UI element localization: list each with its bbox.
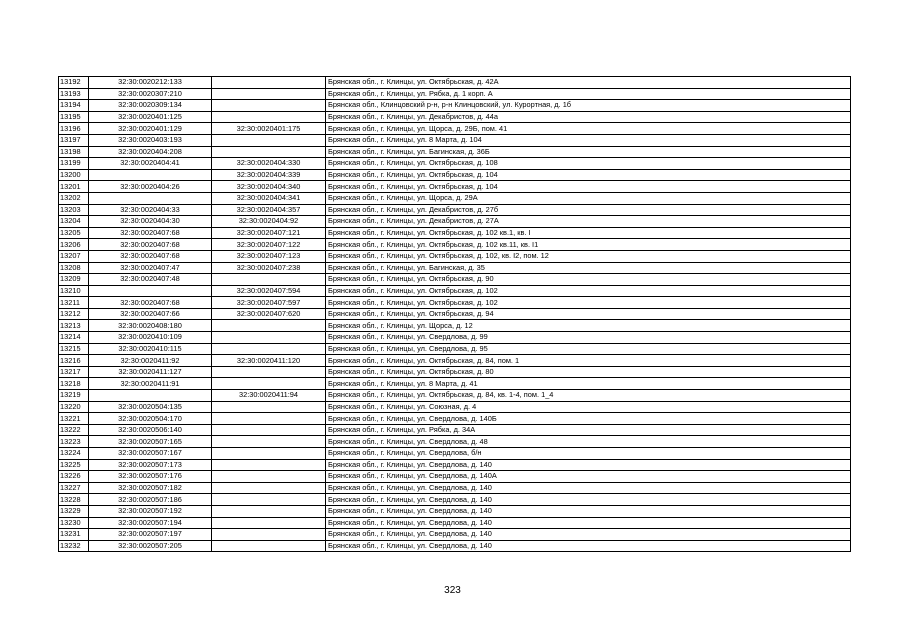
related-cadastral-number-cell — [212, 77, 326, 89]
table-row — [59, 505, 851, 517]
cadastral-number-cell: 32:30:0020504:135 — [89, 401, 212, 413]
table-row — [59, 146, 851, 158]
row-number-cell: 13215 — [59, 343, 89, 355]
row-number-cell: 13210 — [59, 285, 89, 297]
row-number-cell: 13232 — [59, 540, 89, 552]
related-cadastral-number-cell: 32:30:0020411:120 — [212, 355, 326, 367]
cadastral-number-cell: 32:30:0020507:182 — [89, 482, 212, 494]
address-cell: Брянская обл., г. Клинцы, ул. Октябрьская, д. 102 — [326, 297, 851, 309]
address-cell: Брянская обл., г. Клинцы, ул. Свердлова, д. 140 — [326, 517, 851, 529]
address-cell: Брянская обл., Клинцовский р-н, р-н Клинцовский, ул. Курортная, д. 1б — [326, 100, 851, 112]
related-cadastral-number-cell — [212, 471, 326, 483]
cadastral-number-cell: 32:30:0020212:133 — [89, 77, 212, 89]
cadastral-number-cell: 32:30:0020407:68 — [89, 250, 212, 262]
table-row — [59, 274, 851, 286]
related-cadastral-number-cell — [212, 88, 326, 100]
related-cadastral-number-cell — [212, 111, 326, 123]
row-number-cell: 13227 — [59, 482, 89, 494]
row-number-cell: 13202 — [59, 192, 89, 204]
table-row — [59, 448, 851, 460]
address-cell: Брянская обл., г. Клинцы, ул. Октябрьская, д. 80 — [326, 366, 851, 378]
related-cadastral-number-cell — [212, 100, 326, 112]
row-number-cell: 13204 — [59, 216, 89, 228]
row-number-cell: 13206 — [59, 239, 89, 251]
address-cell: Брянская обл., г. Клинцы, ул. Багинская, д. 36Б — [326, 146, 851, 158]
address-cell: Брянская обл., г. Клинцы, ул. Октябрьская, д. 94 — [326, 308, 851, 320]
row-number-cell: 13194 — [59, 100, 89, 112]
address-cell: Брянская обл., г. Клинцы, ул. Свердлова, д. 140Б — [326, 413, 851, 425]
cadastral-number-cell — [89, 192, 212, 204]
related-cadastral-number-cell: 32:30:0020404:340 — [212, 181, 326, 193]
related-cadastral-number-cell — [212, 332, 326, 344]
cadastral-number-cell: 32:30:0020404:33 — [89, 204, 212, 216]
table-row — [59, 494, 851, 506]
address-cell: Брянская обл., г. Клинцы, ул. Октябрьская, д. 102 — [326, 285, 851, 297]
address-cell: Брянская обл., г. Клинцы, ул. Союзная, д. 4 — [326, 401, 851, 413]
related-cadastral-number-cell: 32:30:0020407:122 — [212, 239, 326, 251]
table-row — [59, 320, 851, 332]
address-cell: Брянская обл., г. Клинцы, ул. Октябрьская, д. 84, кв. 1-4, пом. 1_4 — [326, 390, 851, 402]
related-cadastral-number-cell: 32:30:0020404:330 — [212, 158, 326, 170]
row-number-cell: 13225 — [59, 459, 89, 471]
row-number-cell: 13217 — [59, 366, 89, 378]
address-cell: Брянская обл., г. Клинцы, ул. Октябрьская, д. 104 — [326, 181, 851, 193]
cadastral-number-cell — [89, 285, 212, 297]
related-cadastral-number-cell — [212, 134, 326, 146]
row-number-cell: 13220 — [59, 401, 89, 413]
address-cell: Брянская обл., г. Клинцы, ул. Октябрьская, д. 104 — [326, 169, 851, 181]
address-cell: Брянская обл., г. Клинцы, ул. Свердлова, д. 95 — [326, 343, 851, 355]
row-number-cell: 13228 — [59, 494, 89, 506]
address-cell: Брянская обл., г. Клинцы, ул. Свердлова, д. 140 — [326, 540, 851, 552]
cadastral-number-cell: 32:30:0020403:193 — [89, 134, 212, 146]
related-cadastral-number-cell — [212, 505, 326, 517]
table-row — [59, 332, 851, 344]
table-row — [59, 123, 851, 135]
table-row — [59, 459, 851, 471]
related-cadastral-number-cell — [212, 146, 326, 158]
table-row — [59, 111, 851, 123]
related-cadastral-number-cell: 32:30:0020407:121 — [212, 227, 326, 239]
cadastral-number-cell — [89, 169, 212, 181]
row-number-cell: 13199 — [59, 158, 89, 170]
related-cadastral-number-cell: 32:30:0020404:92 — [212, 216, 326, 228]
related-cadastral-number-cell — [212, 482, 326, 494]
cadastral-number-cell: 32:30:0020507:197 — [89, 529, 212, 541]
related-cadastral-number-cell — [212, 366, 326, 378]
address-cell: Брянская обл., г. Клинцы, ул. Октябрьская, д. 102 кв.11, кв. I1 — [326, 239, 851, 251]
row-number-cell: 13195 — [59, 111, 89, 123]
cadastral-number-cell: 32:30:0020404:26 — [89, 181, 212, 193]
registry-table-body — [59, 77, 851, 552]
table-row — [59, 355, 851, 367]
table-row — [59, 216, 851, 228]
registry-table — [58, 76, 851, 552]
row-number-cell: 13223 — [59, 436, 89, 448]
row-number-cell: 13214 — [59, 332, 89, 344]
cadastral-number-cell — [89, 390, 212, 402]
table-row — [59, 204, 851, 216]
address-cell: Брянская обл., г. Клинцы, ул. Декабристов, д. 27б — [326, 204, 851, 216]
related-cadastral-number-cell — [212, 401, 326, 413]
related-cadastral-number-cell — [212, 320, 326, 332]
address-cell: Брянская обл., г. Клинцы, ул. Багинская, д. 35 — [326, 262, 851, 274]
address-cell: Брянская обл., г. Клинцы, ул. Октябрьская, д. 84, пом. 1 — [326, 355, 851, 367]
row-number-cell: 13218 — [59, 378, 89, 390]
address-cell: Брянская обл., г. Клинцы, ул. Октябрьская, д. 42А — [326, 77, 851, 89]
cadastral-number-cell: 32:30:0020407:48 — [89, 274, 212, 286]
related-cadastral-number-cell — [212, 448, 326, 460]
table-row — [59, 482, 851, 494]
address-cell: Брянская обл., г. Клинцы, ул. Свердлова, д. 140 — [326, 494, 851, 506]
table-row — [59, 308, 851, 320]
row-number-cell: 13205 — [59, 227, 89, 239]
cadastral-number-cell: 32:30:0020407:47 — [89, 262, 212, 274]
table-row — [59, 262, 851, 274]
cadastral-number-cell: 32:30:0020410:115 — [89, 343, 212, 355]
row-number-cell: 13211 — [59, 297, 89, 309]
row-number-cell: 13226 — [59, 471, 89, 483]
address-cell: Брянская обл., г. Клинцы, ул. Щорса, д. 12 — [326, 320, 851, 332]
table-row — [59, 471, 851, 483]
address-cell: Брянская обл., г. Клинцы, ул. Щорса, д. 29А — [326, 192, 851, 204]
table-row — [59, 366, 851, 378]
table-row — [59, 227, 851, 239]
related-cadastral-number-cell — [212, 413, 326, 425]
row-number-cell: 13216 — [59, 355, 89, 367]
address-cell: Брянская обл., г. Клинцы, ул. Рябка, д. 1 корп. А — [326, 88, 851, 100]
cadastral-number-cell: 32:30:0020408:180 — [89, 320, 212, 332]
related-cadastral-number-cell — [212, 517, 326, 529]
related-cadastral-number-cell: 32:30:0020407:620 — [212, 308, 326, 320]
row-number-cell: 13212 — [59, 308, 89, 320]
cadastral-number-cell: 32:30:0020407:68 — [89, 239, 212, 251]
cadastral-number-cell: 32:30:0020404:208 — [89, 146, 212, 158]
row-number-cell: 13196 — [59, 123, 89, 135]
row-number-cell: 13207 — [59, 250, 89, 262]
cadastral-number-cell: 32:30:0020507:186 — [89, 494, 212, 506]
row-number-cell: 13197 — [59, 134, 89, 146]
row-number-cell: 13200 — [59, 169, 89, 181]
related-cadastral-number-cell: 32:30:0020404:339 — [212, 169, 326, 181]
table-row — [59, 181, 851, 193]
table-row — [59, 517, 851, 529]
cadastral-number-cell: 32:30:0020507:192 — [89, 505, 212, 517]
table-row — [59, 529, 851, 541]
address-cell: Брянская обл., г. Клинцы, ул. Свердлова, д. 99 — [326, 332, 851, 344]
address-cell: Брянская обл., г. Клинцы, ул. Свердлова, д. 140 — [326, 529, 851, 541]
table-row — [59, 134, 851, 146]
row-number-cell: 13209 — [59, 274, 89, 286]
row-number-cell: 13198 — [59, 146, 89, 158]
address-cell: Брянская обл., г. Клинцы, ул. Щорса, д. 29Б, пом. 41 — [326, 123, 851, 135]
row-number-cell: 13219 — [59, 390, 89, 402]
row-number-cell: 13221 — [59, 413, 89, 425]
row-number-cell: 13231 — [59, 529, 89, 541]
row-number-cell: 13213 — [59, 320, 89, 332]
address-cell: Брянская обл., г. Клинцы, ул. Рябка, д. 34А — [326, 424, 851, 436]
related-cadastral-number-cell: 32:30:0020404:357 — [212, 204, 326, 216]
address-cell: Брянская обл., г. Клинцы, ул. Октябрьская, д. 102 кв.1, кв. I — [326, 227, 851, 239]
address-cell: Брянская обл., г. Клинцы, ул. Октябрьская, д. 102, кв. I2, пом. 12 — [326, 250, 851, 262]
table-row — [59, 297, 851, 309]
related-cadastral-number-cell: 32:30:0020411:94 — [212, 390, 326, 402]
table-row — [59, 158, 851, 170]
cadastral-number-cell: 32:30:0020410:109 — [89, 332, 212, 344]
related-cadastral-number-cell — [212, 274, 326, 286]
related-cadastral-number-cell — [212, 529, 326, 541]
row-number-cell: 13230 — [59, 517, 89, 529]
cadastral-number-cell: 32:30:0020404:30 — [89, 216, 212, 228]
related-cadastral-number-cell: 32:30:0020407:123 — [212, 250, 326, 262]
cadastral-number-cell: 32:30:0020411:91 — [89, 378, 212, 390]
address-cell: Брянская обл., г. Клинцы, ул. Свердлова, д. 48 — [326, 436, 851, 448]
related-cadastral-number-cell — [212, 424, 326, 436]
cadastral-number-cell: 32:30:0020411:127 — [89, 366, 212, 378]
row-number-cell: 13193 — [59, 88, 89, 100]
table-row — [59, 100, 851, 112]
cadastral-number-cell: 32:30:0020504:170 — [89, 413, 212, 425]
address-cell: Брянская обл., г. Клинцы, ул. Свердлова, б/н — [326, 448, 851, 460]
address-cell: Брянская обл., г. Клинцы, ул. Свердлова, д. 140 — [326, 482, 851, 494]
table-row — [59, 401, 851, 413]
cadastral-number-cell: 32:30:0020407:66 — [89, 308, 212, 320]
row-number-cell: 13201 — [59, 181, 89, 193]
cadastral-number-cell: 32:30:0020411:92 — [89, 355, 212, 367]
address-cell: Брянская обл., г. Клинцы, ул. Декабристов, д. 27А — [326, 216, 851, 228]
table-row — [59, 192, 851, 204]
row-number-cell: 13229 — [59, 505, 89, 517]
row-number-cell: 13203 — [59, 204, 89, 216]
table-row — [59, 239, 851, 251]
cadastral-number-cell: 32:30:0020507:165 — [89, 436, 212, 448]
cadastral-number-cell: 32:30:0020309:134 — [89, 100, 212, 112]
cadastral-number-cell: 32:30:0020401:129 — [89, 123, 212, 135]
table-row — [59, 378, 851, 390]
address-cell: Брянская обл., г. Клинцы, ул. 8 Марта, д. 41 — [326, 378, 851, 390]
address-cell: Брянская обл., г. Клинцы, ул. Свердлова, д. 140 — [326, 505, 851, 517]
row-number-cell: 13224 — [59, 448, 89, 460]
address-cell: Брянская обл., г. Клинцы, ул. Свердлова, д. 140 — [326, 459, 851, 471]
related-cadastral-number-cell — [212, 378, 326, 390]
table-row — [59, 343, 851, 355]
address-cell: Брянская обл., г. Клинцы, ул. Декабристов, д. 44а — [326, 111, 851, 123]
cadastral-number-cell: 32:30:0020307:210 — [89, 88, 212, 100]
related-cadastral-number-cell — [212, 540, 326, 552]
table-row — [59, 436, 851, 448]
address-cell: Брянская обл., г. Клинцы, ул. Октябрьская, д. 90 — [326, 274, 851, 286]
row-number-cell: 13192 — [59, 77, 89, 89]
related-cadastral-number-cell: 32:30:0020407:597 — [212, 297, 326, 309]
table-row — [59, 540, 851, 552]
related-cadastral-number-cell: 32:30:0020407:238 — [212, 262, 326, 274]
cadastral-number-cell: 32:30:0020507:173 — [89, 459, 212, 471]
table-row — [59, 77, 851, 89]
table-row — [59, 88, 851, 100]
address-cell: Брянская обл., г. Клинцы, ул. Свердлова, д. 140А — [326, 471, 851, 483]
table-row — [59, 169, 851, 181]
related-cadastral-number-cell — [212, 436, 326, 448]
cadastral-number-cell: 32:30:0020507:176 — [89, 471, 212, 483]
table-row — [59, 285, 851, 297]
address-cell: Брянская обл., г. Клинцы, ул. Октябрьская, д. 108 — [326, 158, 851, 170]
cadastral-number-cell: 32:30:0020401:125 — [89, 111, 212, 123]
address-cell: Брянская обл., г. Клинцы, ул. 8 Марта, д. 104 — [326, 134, 851, 146]
related-cadastral-number-cell — [212, 343, 326, 355]
table-row — [59, 390, 851, 402]
cadastral-number-cell: 32:30:0020507:167 — [89, 448, 212, 460]
cadastral-number-cell: 32:30:0020507:194 — [89, 517, 212, 529]
cadastral-number-cell: 32:30:0020407:68 — [89, 297, 212, 309]
related-cadastral-number-cell: 32:30:0020407:594 — [212, 285, 326, 297]
cadastral-number-cell: 32:30:0020507:205 — [89, 540, 212, 552]
page-number: 323 — [444, 585, 461, 596]
cadastral-number-cell: 32:30:0020407:68 — [89, 227, 212, 239]
table-row — [59, 424, 851, 436]
row-number-cell: 13222 — [59, 424, 89, 436]
cadastral-number-cell: 32:30:0020404:41 — [89, 158, 212, 170]
table-row — [59, 413, 851, 425]
related-cadastral-number-cell — [212, 459, 326, 471]
related-cadastral-number-cell — [212, 494, 326, 506]
row-number-cell: 13208 — [59, 262, 89, 274]
table-row — [59, 250, 851, 262]
related-cadastral-number-cell: 32:30:0020401:175 — [212, 123, 326, 135]
cadastral-number-cell: 32:30:0020506:140 — [89, 424, 212, 436]
related-cadastral-number-cell: 32:30:0020404:341 — [212, 192, 326, 204]
